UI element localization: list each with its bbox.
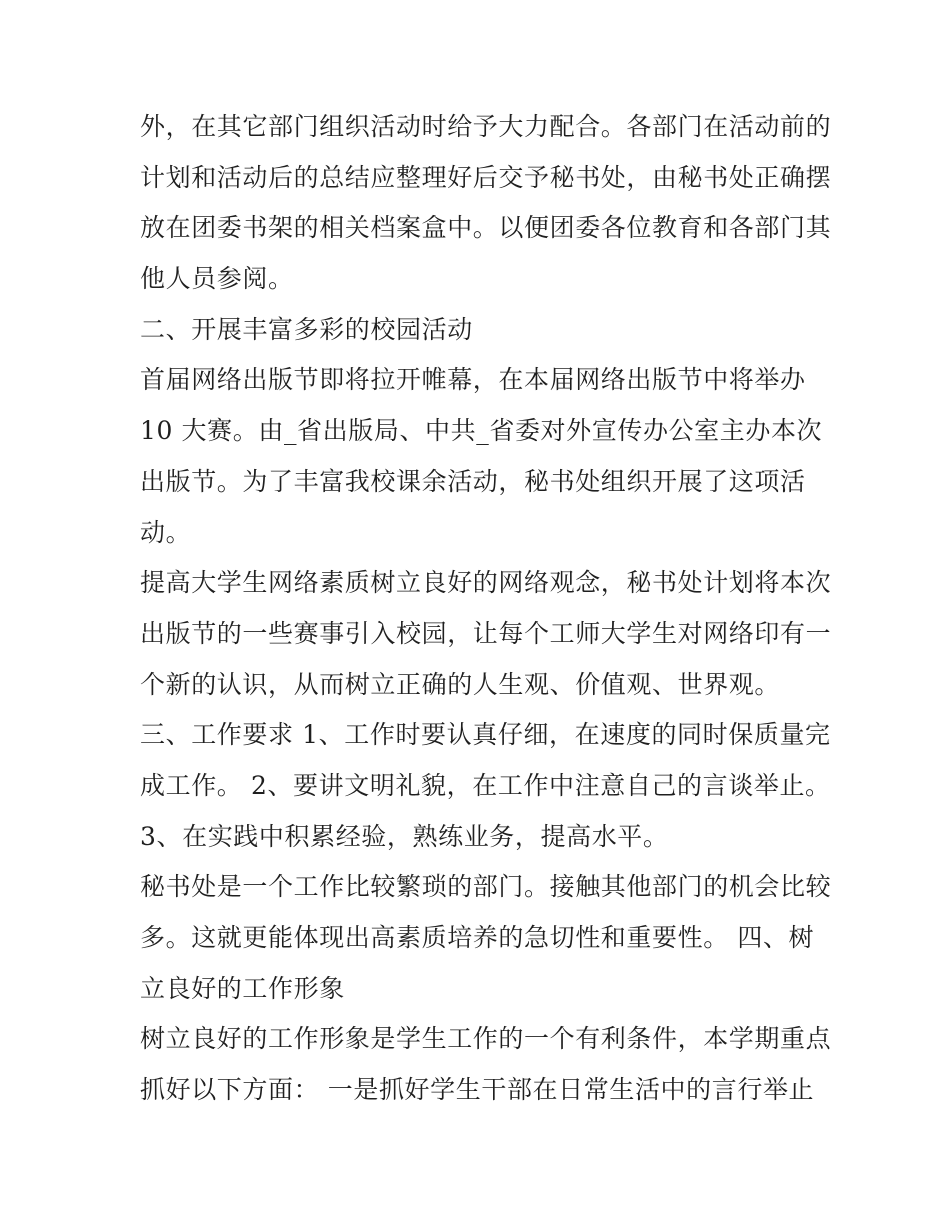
text-line: 外，在其它部门组织活动时给予大力配合。各部门在活动前的 <box>140 112 832 141</box>
section-heading: 二、开展丰富多彩的校园活动 <box>140 314 473 344</box>
text-line: 3、在实践中积累经验，熟练业务，提高水平。 <box>140 821 669 851</box>
text-line: 秘书处是一个工作比较繁琐的部门。接触其他部门的机会比较 <box>140 872 832 902</box>
text-line: 树立良好的工作形象是学生工作的一个有利条件，本学期重点 <box>140 1024 832 1054</box>
text-line: 他人员参阅。 <box>140 264 294 294</box>
text-line: 计划和活动后的总结应整理好后交予秘书处，由秘书处正确摆 <box>140 162 832 192</box>
text-line: 多。这就更能体现出高素质培养的急切性和重要性。 四、树 <box>140 923 815 952</box>
text-line: 提高大学生网络素质树立良好的网络观念，秘书处计划将本次 <box>140 568 832 598</box>
text-line: 抓好以下方面： 一是抓好学生干部在日常生活中的言行举止 <box>140 1075 815 1105</box>
text-line: 首届网络出版节即将拉开帷幕，在本届网络出版节中将举办 <box>140 365 806 395</box>
text-line: 出版节的一些赛事引入校园，让每个工师大学生对网络印有一 <box>140 618 832 648</box>
text-line: 成工作。 2、要讲文明礼貌，在工作中注意自己的言谈举止。 <box>140 770 831 800</box>
text-line: 立良好的工作形象 <box>140 973 345 1003</box>
text-line: 三、工作要求 1、工作时要认真仔细，在速度的同时保质量完 <box>140 720 831 750</box>
document-body <box>140 102 832 1116</box>
text-line: 10 大赛。由_省出版局、中共_省委对外宣传办公室主办本次 <box>140 416 823 446</box>
text-line: 出版节。为了丰富我校课余活动，秘书处组织开展了这项活 <box>140 466 806 496</box>
text-line: 放在团委书架的相关档案盒中。以便团委各位教育和各部门其 <box>140 213 832 243</box>
text-line: 个新的认识，从而树立正确的人生观、价值观、世界观。 <box>140 669 781 699</box>
text-line: 动。 <box>140 517 192 547</box>
